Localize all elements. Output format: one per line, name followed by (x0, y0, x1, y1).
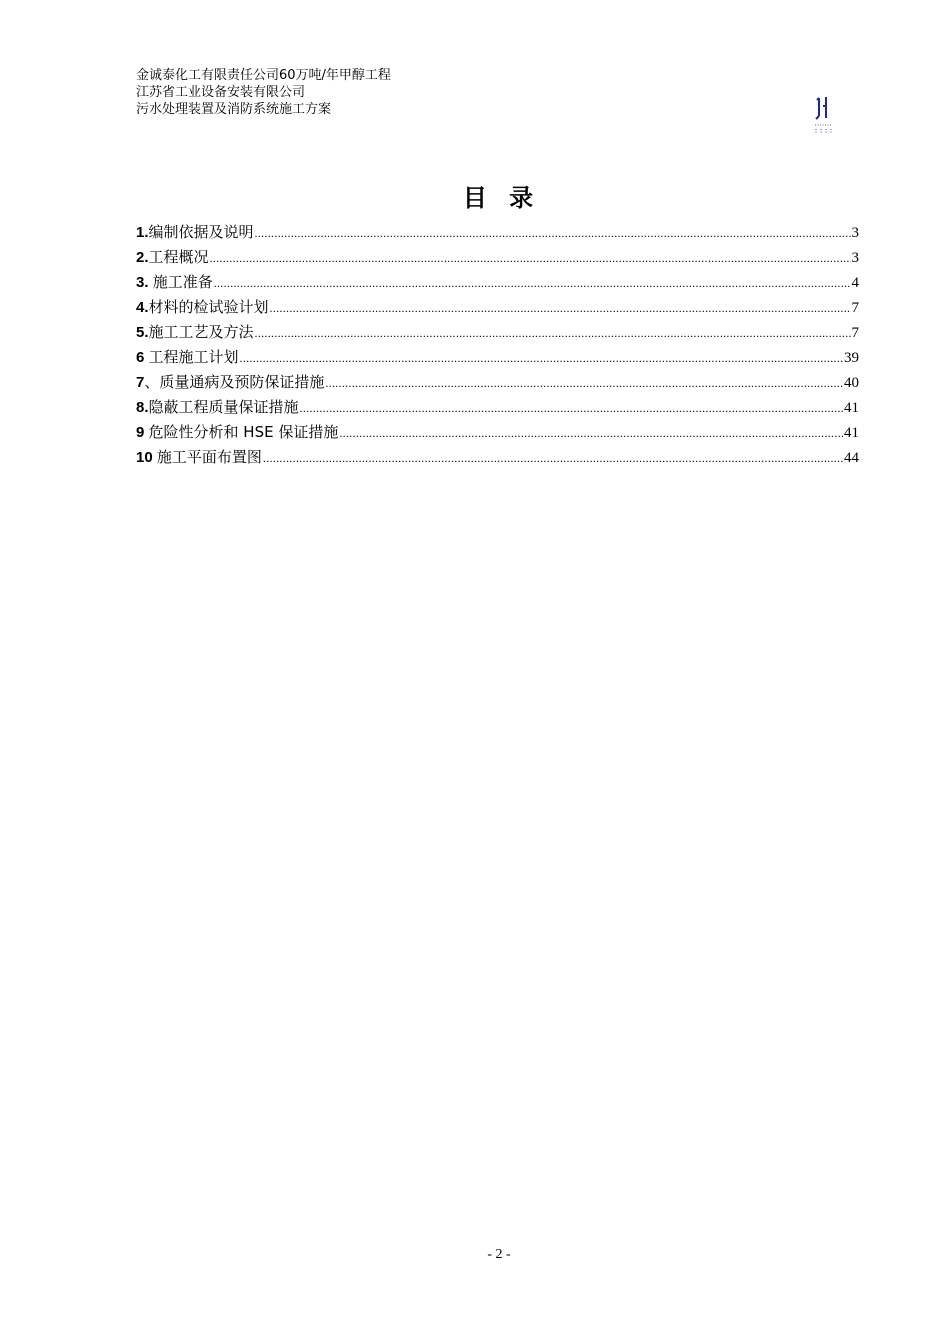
toc-entry[interactable] (136, 320, 859, 345)
toc-entry-number: 6 (136, 349, 149, 366)
toc-entry-number: 4. (136, 299, 149, 316)
toc-entry-page: 41 (844, 425, 859, 441)
toc-entry-number: 7 (136, 374, 145, 391)
toc-entry-title: 工程概况 (148, 248, 209, 266)
page-number: - 2 - (487, 1247, 511, 1262)
toc-entry-number: 2. (136, 249, 149, 266)
toc-entry-page: 41 (844, 400, 859, 416)
toc-entry-number: 3. (136, 274, 153, 291)
toc-entry-page: 39 (844, 350, 859, 366)
page-header (136, 67, 391, 118)
toc-leader-dots (214, 271, 851, 296)
toc-entry[interactable] (136, 420, 859, 445)
header-document-line: 污水处理装置及消防系统施工方案 (136, 102, 332, 117)
toc-entry-number: 10 (136, 449, 157, 466)
toc-entry-number: 8. (136, 399, 149, 416)
toc-entry-page: 7 (851, 325, 859, 341)
table-of-contents (136, 220, 859, 470)
toc-entry[interactable] (136, 220, 859, 245)
toc-entry-page: 40 (844, 375, 859, 391)
toc-entry[interactable] (136, 270, 859, 295)
toc-leader-dots (339, 421, 843, 446)
page-title: 目 录 (462, 184, 536, 212)
header-company-line: 江苏省工业设备安装有限公司 (136, 85, 306, 100)
toc-entry-title: 危险性分析和 HSE 保证措施 (148, 423, 339, 441)
toc-leader-dots (270, 296, 851, 321)
company-logo-icon (812, 96, 834, 136)
toc-entry-page: 4 (851, 275, 859, 291)
toc-entry-title: 施工准备 (152, 273, 213, 291)
toc-leader-dots (255, 321, 851, 346)
toc-entry-title: 施工工艺及方法 (148, 323, 254, 341)
toc-entry[interactable] (136, 370, 859, 395)
toc-entry-page: 3 (851, 250, 859, 266)
toc-entry-title: 工程施工计划 (148, 348, 239, 366)
toc-entry-title: 、质量通病及预防保证措施 (144, 373, 325, 391)
toc-entry-page: 3 (851, 225, 859, 241)
toc-entry-page: 44 (844, 450, 859, 466)
toc-entry-title: 材料的检试验计划 (148, 298, 269, 316)
header-project-line: 金诚泰化工有限责任公司60万吨/年甲醇工程 (136, 68, 391, 83)
toc-entry-page: 7 (851, 300, 859, 316)
toc-entry[interactable] (136, 395, 859, 420)
toc-leader-dots (240, 346, 843, 371)
toc-entry-number: 1. (136, 224, 149, 241)
toc-entry-number: 9 (136, 424, 149, 441)
toc-entry[interactable] (136, 345, 859, 370)
toc-entry-number: 5. (136, 324, 149, 341)
toc-entry[interactable] (136, 245, 859, 270)
toc-leader-dots (210, 246, 851, 271)
toc-entry[interactable] (136, 295, 859, 320)
toc-entry-title: 隐蔽工程质量保证措施 (148, 398, 299, 416)
toc-entry-title: 编制依据及说明 (148, 223, 254, 241)
toc-leader-dots (263, 446, 843, 471)
toc-leader-dots (325, 371, 843, 396)
toc-leader-dots (255, 221, 851, 246)
toc-entry-title: 施工平面布置图 (156, 448, 262, 466)
toc-entry[interactable] (136, 445, 859, 470)
toc-leader-dots (300, 396, 843, 421)
